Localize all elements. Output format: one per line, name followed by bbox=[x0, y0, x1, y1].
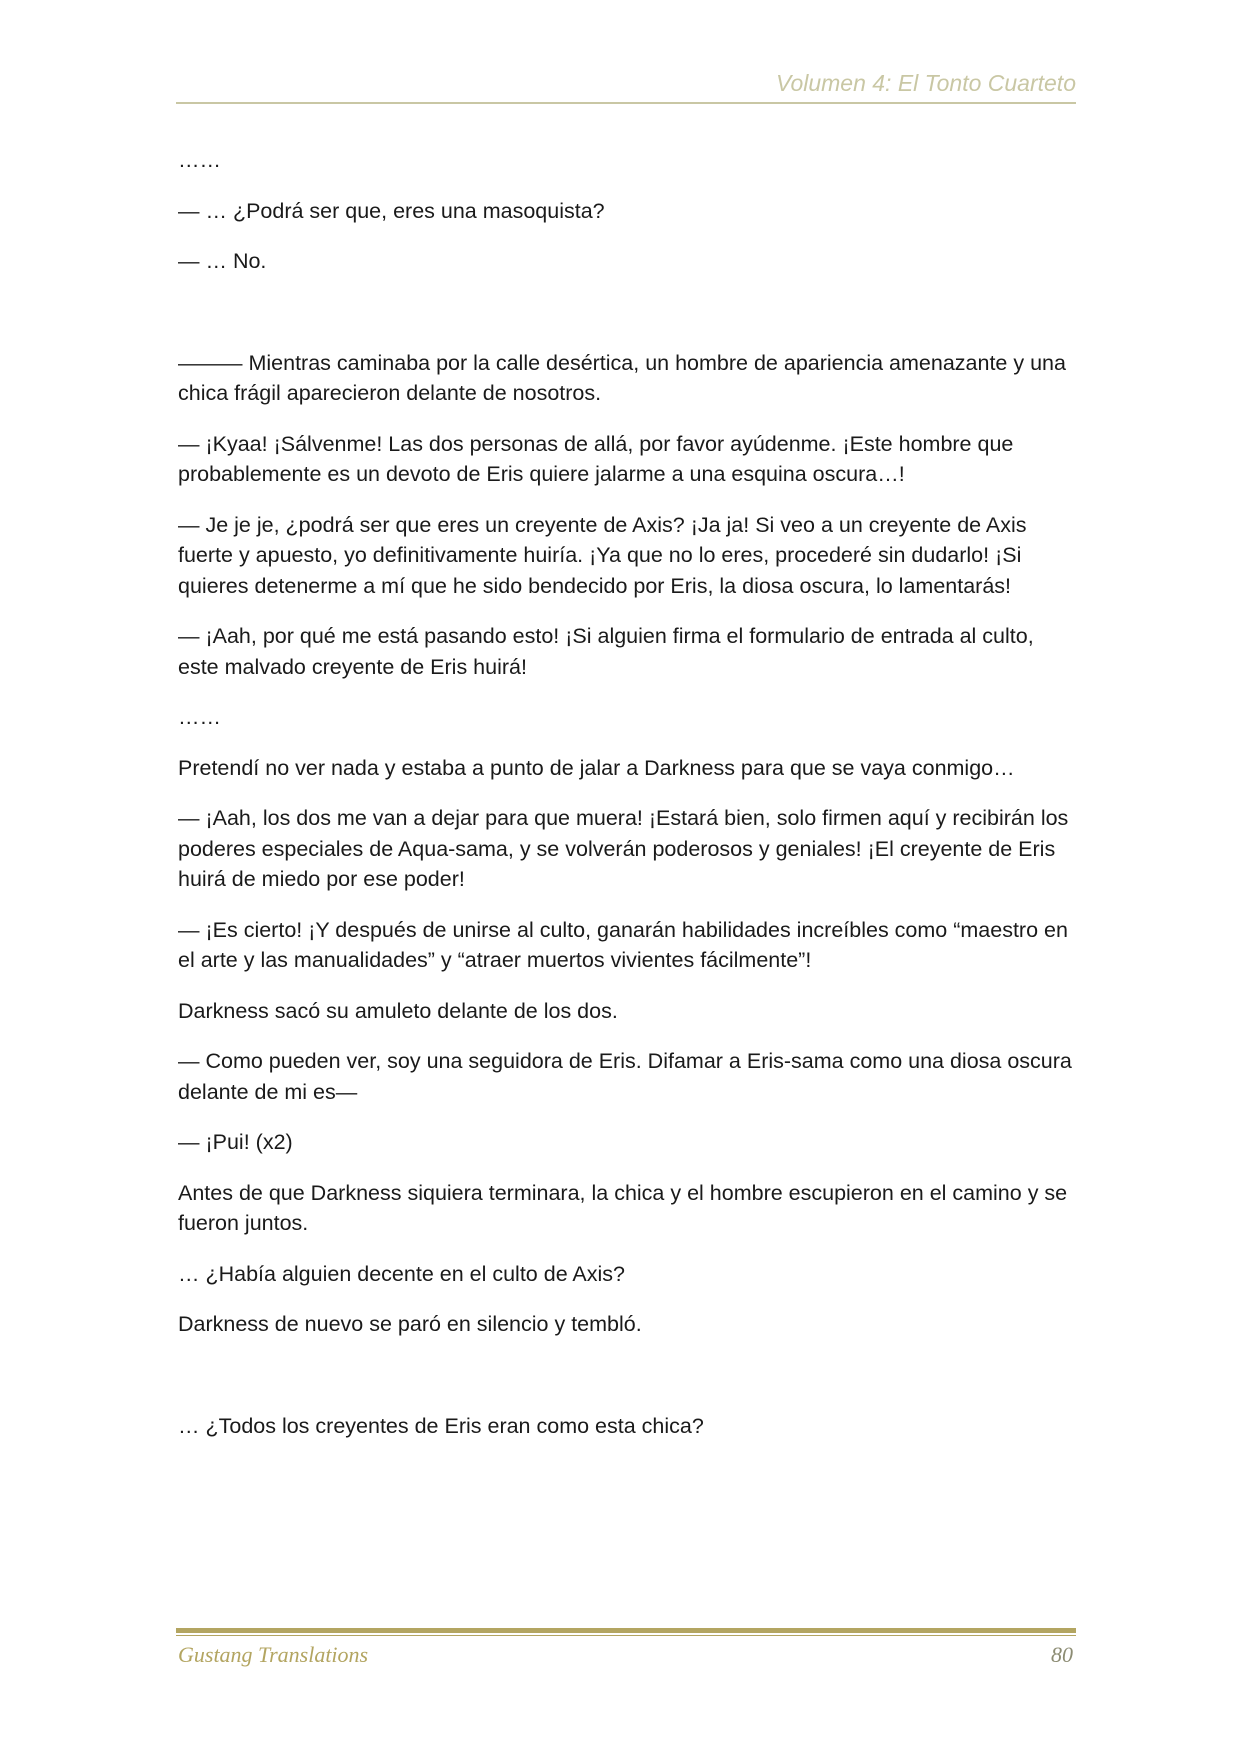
paragraph: — Je je je, ¿podrá ser que eres un creyente de Axis? ¡Ja ja! Si veo a un creyente de Axis fuerte y apuesto, yo definitivamente huiría. ¡Ya que no lo eres, procederé sin dudarlo! ¡Si quieres detenerme a mí que he sido bendecido por Eris, la diosa oscura, lo lamentarás! bbox=[178, 512, 1027, 598]
paragraph: — ¡Kyaa! ¡Sálvenme! Las dos personas de allá, por favor ayúdenme. ¡Este hombre que probablemente es un devoto de Eris quiere jalarme a una esquina oscura…! bbox=[178, 431, 1014, 486]
paragraph: — Como pueden ver, soy una seguidora de Eris. Difamar a Eris-sama como una diosa oscura delante de mi es— bbox=[178, 1049, 1072, 1104]
paragraph: — … ¿Podrá ser que, eres una masoquista? bbox=[178, 198, 605, 223]
paragraph: — ¡Pui! (x2) bbox=[178, 1130, 293, 1154]
footer-publisher: Gustang Translations bbox=[178, 1642, 369, 1667]
running-header-title: Volumen 4: El Tonto Cuarteto bbox=[775, 70, 1076, 96]
paragraph: Darkness de nuevo se paró en silencio y tembló. bbox=[178, 1312, 642, 1336]
paragraph: Pretendí no ver nada y estaba a punto de jalar a Darkness para que se vaya conmigo… bbox=[178, 755, 1015, 780]
page-body bbox=[178, 145, 1078, 1461]
paragraph: — ¡Aah, los dos me van a dejar para que muera! ¡Estará bien, solo firmen aquí y recibirán los poderes especiales de Aqua-sama, y se volverán poderosos y geniales! ¡El creyente de Eris huirá de miedo por ese poder! bbox=[178, 806, 1069, 891]
footer-page-number: 80 bbox=[1051, 1642, 1073, 1667]
paragraph: — … No. bbox=[178, 249, 267, 273]
paragraph: …… bbox=[178, 148, 221, 172]
paragraph: — ¡Es cierto! ¡Y después de unirse al culto, ganarán habilidades increíbles como “maestro en el arte y las manualidades” y “atraer muertos vivientes fácilmente”! bbox=[178, 917, 1068, 972]
footer-divider-thick bbox=[176, 1628, 1076, 1633]
header-divider bbox=[176, 102, 1076, 104]
footer-divider-thin bbox=[176, 1635, 1076, 1636]
section-break bbox=[178, 297, 1078, 348]
paragraph: … ¿Todos los creyentes de Eris eran como esta chica? bbox=[178, 1413, 704, 1438]
paragraph: Darkness sacó su amuleto delante de los dos. bbox=[178, 998, 618, 1023]
paragraph: … ¿Había alguien decente en el culto de Axis? bbox=[178, 1261, 626, 1286]
paragraph: ——— Mientras caminaba por la calle desértica, un hombre de apariencia amenazante y una chica frágil aparecieron delante de nosotros. bbox=[178, 350, 1066, 405]
paragraph: — ¡Aah, por qué me está pasando esto! ¡Si alguien firma el formulario de entrada al culto, este malvado creyente de Eris huirá! bbox=[178, 624, 1034, 679]
paragraph: Antes de que Darkness siquiera terminara, la chica y el hombre escupieron en el camino y se fueron juntos. bbox=[178, 1180, 1068, 1235]
paragraph: …… bbox=[178, 705, 221, 729]
section-break bbox=[178, 1360, 1078, 1411]
